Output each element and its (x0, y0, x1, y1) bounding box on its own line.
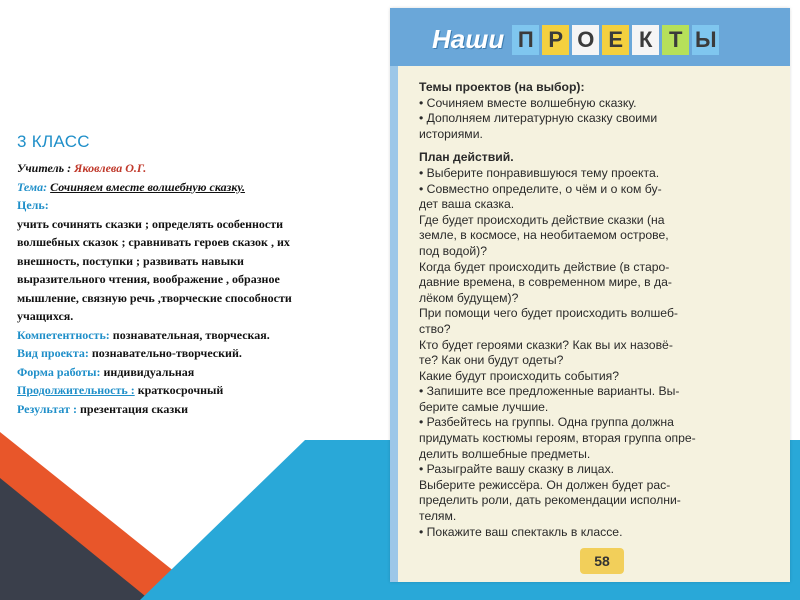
title-letter-1: П (512, 25, 539, 55)
competence-value: познавательная, творческая. (112, 327, 270, 342)
page-spacer (419, 142, 774, 150)
page-line: придумать костюмы героям, вторая группа опре- (419, 431, 696, 446)
title-letter-7: Ы (692, 25, 719, 55)
teacher-label: Учитель : (17, 161, 72, 175)
textbook-page (390, 8, 790, 582)
title-letters (512, 25, 722, 55)
teacher-line (17, 159, 389, 178)
duration-line (17, 381, 389, 400)
competence-line (17, 326, 389, 345)
page-line: Какие будут происходить события? (419, 368, 620, 383)
goal-line-2: волшебных сказок ; сравнивать героев сказок , их (17, 235, 290, 249)
topic-label: Тема: (17, 179, 48, 194)
page-line: пределить роли, дать рекомендации исполни- (419, 493, 681, 508)
work-form-label: Форма работы: (17, 364, 101, 379)
goal-label: Цель: (17, 198, 49, 212)
page-line: Когда будет происходить действие (в старо- (419, 259, 670, 274)
result-value: презентация сказки (80, 401, 189, 416)
page-content (419, 80, 774, 540)
goal-line-6: учащихся. (17, 309, 74, 323)
title-word: Наши (432, 24, 505, 54)
page-line: • Сочиняем вместе волшебную сказку. (419, 95, 637, 110)
page-line: • Дополняем литературную сказку своими (419, 111, 658, 126)
goal-line-1: учить сочинять сказки ; определять особенности (17, 216, 284, 231)
page-line: ство? (419, 321, 451, 336)
page-line: Где будет происходить действие сказки (на (419, 212, 665, 227)
result-line (17, 400, 389, 419)
page-line: План действий. (419, 150, 514, 165)
page-line: Темы проектов (на выбор): (419, 80, 585, 94)
page-line: • Совместно определите, о чём и о ком бу- (419, 181, 662, 196)
page-line: Выберите режиссёра. Он должен будет рас- (419, 477, 671, 492)
work-form-line (17, 363, 389, 382)
page-line: берите самые лучшие. (419, 399, 549, 414)
page-line: те? Как они будут одеты? (419, 353, 564, 368)
page-line: • Разыграйте вашу сказку в лицах. (419, 462, 615, 477)
goal-line-3: внешность, поступки ; развивать навыки (17, 253, 244, 268)
title-letter-4: Е (602, 25, 629, 55)
page-line: При помощи чего будет происходить волшеб- (419, 306, 678, 321)
page-line: лёком будущем)? (419, 290, 519, 305)
title-letter-6: Т (662, 25, 689, 55)
page-line: • Покажите ваш спектакль в классе. (419, 524, 623, 539)
title-letter-3: О (572, 25, 599, 55)
page-line: • Выберите понравившуюся тему проекта. (419, 165, 660, 180)
page-line: • Разбейтесь на группы. Одна группа должна (419, 415, 674, 430)
page-number: 58 (580, 548, 624, 574)
work-form-value: индивидуальная (103, 364, 195, 379)
goal-line-4: выразительного чтения, воображение , образное (17, 272, 280, 286)
page-line: земле, в космосе, на необитаемом острове, (419, 228, 669, 243)
topic-line (17, 178, 389, 197)
slide-heading: 3 КЛАСС (17, 132, 90, 151)
project-type-line (17, 344, 389, 363)
goal-line-5: мышление, связную речь ,творческие способности (17, 290, 292, 305)
page-line: давние времена, в современном мире, в да- (419, 275, 672, 290)
page-line: • Запишите все предложенные варианты. Вы- (419, 384, 680, 399)
result-label: Результат : (17, 401, 78, 416)
title-letter-5: К (632, 25, 659, 55)
title-letter-2: Р (542, 25, 569, 55)
duration-label: Продолжительность : (17, 383, 135, 397)
slide-text (17, 132, 389, 418)
teacher-name: Яковлева О.Г. (74, 161, 147, 175)
page-line: Кто будет героями сказки? Как вы их назовё- (419, 337, 673, 352)
page-line: историями. (419, 126, 483, 141)
project-type-label: Вид проекта: (17, 346, 89, 360)
duration-value: краткосрочный (137, 383, 224, 397)
page-line: под водой)? (419, 243, 487, 258)
topic-value: Сочиняем вместе волшебную сказку. (50, 179, 245, 194)
page-title (432, 24, 722, 55)
competence-label: Компетентность: (17, 327, 110, 342)
page-line: делить волшебные предметы. (419, 446, 591, 461)
page-side-band (390, 66, 398, 582)
page-line: дет ваша сказка. (419, 197, 515, 212)
page-line: телям. (419, 509, 457, 524)
project-type-value: познавательно-творческий. (91, 346, 242, 360)
